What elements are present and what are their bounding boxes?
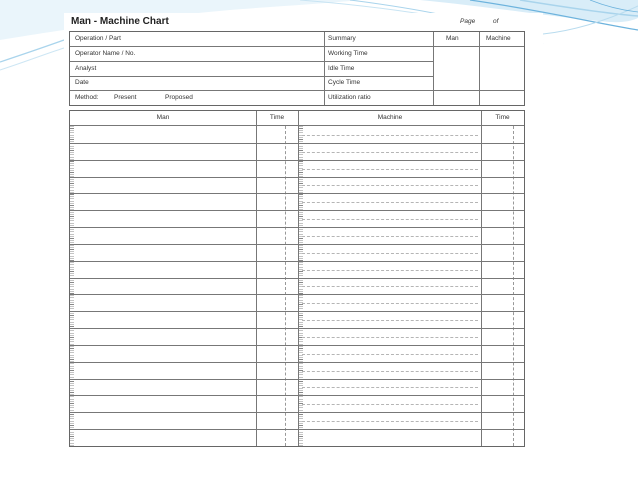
working-time-label: Working Time [328, 50, 368, 57]
grid-row-midline [302, 337, 478, 338]
analyst-label: Analyst [75, 65, 97, 72]
grid-row-midline [302, 135, 478, 136]
operation-part-label: Operation / Part [75, 35, 121, 42]
method-present: Present [114, 94, 137, 101]
grid-row-midline [302, 202, 478, 203]
grid-row-midline [302, 169, 478, 170]
summary-label: Summary [328, 35, 356, 42]
grid-row-midline [302, 354, 478, 355]
grid-row-midline [302, 421, 478, 422]
cycle-time-label: Cycle Time [328, 79, 361, 86]
grid-row-midline [302, 236, 478, 237]
grid-row-line [70, 177, 524, 178]
grid-row-line [70, 412, 524, 413]
grid-row-midline [302, 387, 478, 388]
time-column-header-right: Time [495, 114, 510, 121]
grid-row-line [70, 345, 524, 346]
method-proposed: Proposed [165, 94, 193, 101]
machine-column-header: Machine [377, 114, 403, 121]
chart-title: Man - Machine Chart [71, 16, 169, 27]
grid-row-line [70, 261, 524, 262]
grid-row-line [70, 227, 524, 228]
grid-row-midline [302, 152, 478, 153]
grid-row-midline [302, 303, 478, 304]
method-label: Method: [75, 94, 99, 101]
man-time-scale-ticks [70, 126, 74, 447]
grid-row-line [70, 395, 524, 396]
man-machine-grid [69, 110, 525, 447]
date-label: Date [75, 79, 89, 86]
grid-row-line [70, 429, 524, 430]
grid-row-midline [302, 219, 478, 220]
grid-row-midline [302, 253, 478, 254]
grid-row-midline [302, 371, 478, 372]
grid-row-line [70, 160, 524, 161]
header-info-table [69, 31, 525, 106]
grid-row-midline [302, 404, 478, 405]
grid-row-line [70, 244, 524, 245]
grid-row-midline [302, 270, 478, 271]
grid-row-midline [302, 320, 478, 321]
idle-time-label: Idle Time [328, 65, 355, 72]
page-indicator [460, 18, 498, 25]
grid-row-line [70, 278, 524, 279]
of-label: of [493, 18, 499, 25]
grid-row-line [70, 328, 524, 329]
grid-row-midline [302, 185, 478, 186]
grid-row-line [70, 311, 524, 312]
summary-machine-header: Machine [486, 35, 511, 42]
grid-row-line [70, 143, 524, 144]
grid-row-line [70, 193, 524, 194]
grid-row-line [70, 379, 524, 380]
utilization-ratio-label: Utilization ratio [328, 94, 371, 101]
chart-sheet [64, 13, 543, 456]
page-label: Page [460, 18, 476, 25]
time-column-header-left: Time [269, 114, 285, 121]
man-column-header: Man [156, 114, 170, 121]
grid-row-midline [302, 286, 478, 287]
operator-label: Operator Name / No. [75, 50, 136, 57]
summary-man-header: Man [446, 35, 459, 42]
grid-row-line [70, 294, 524, 295]
grid-row-line [70, 210, 524, 211]
grid-row-line [70, 362, 524, 363]
